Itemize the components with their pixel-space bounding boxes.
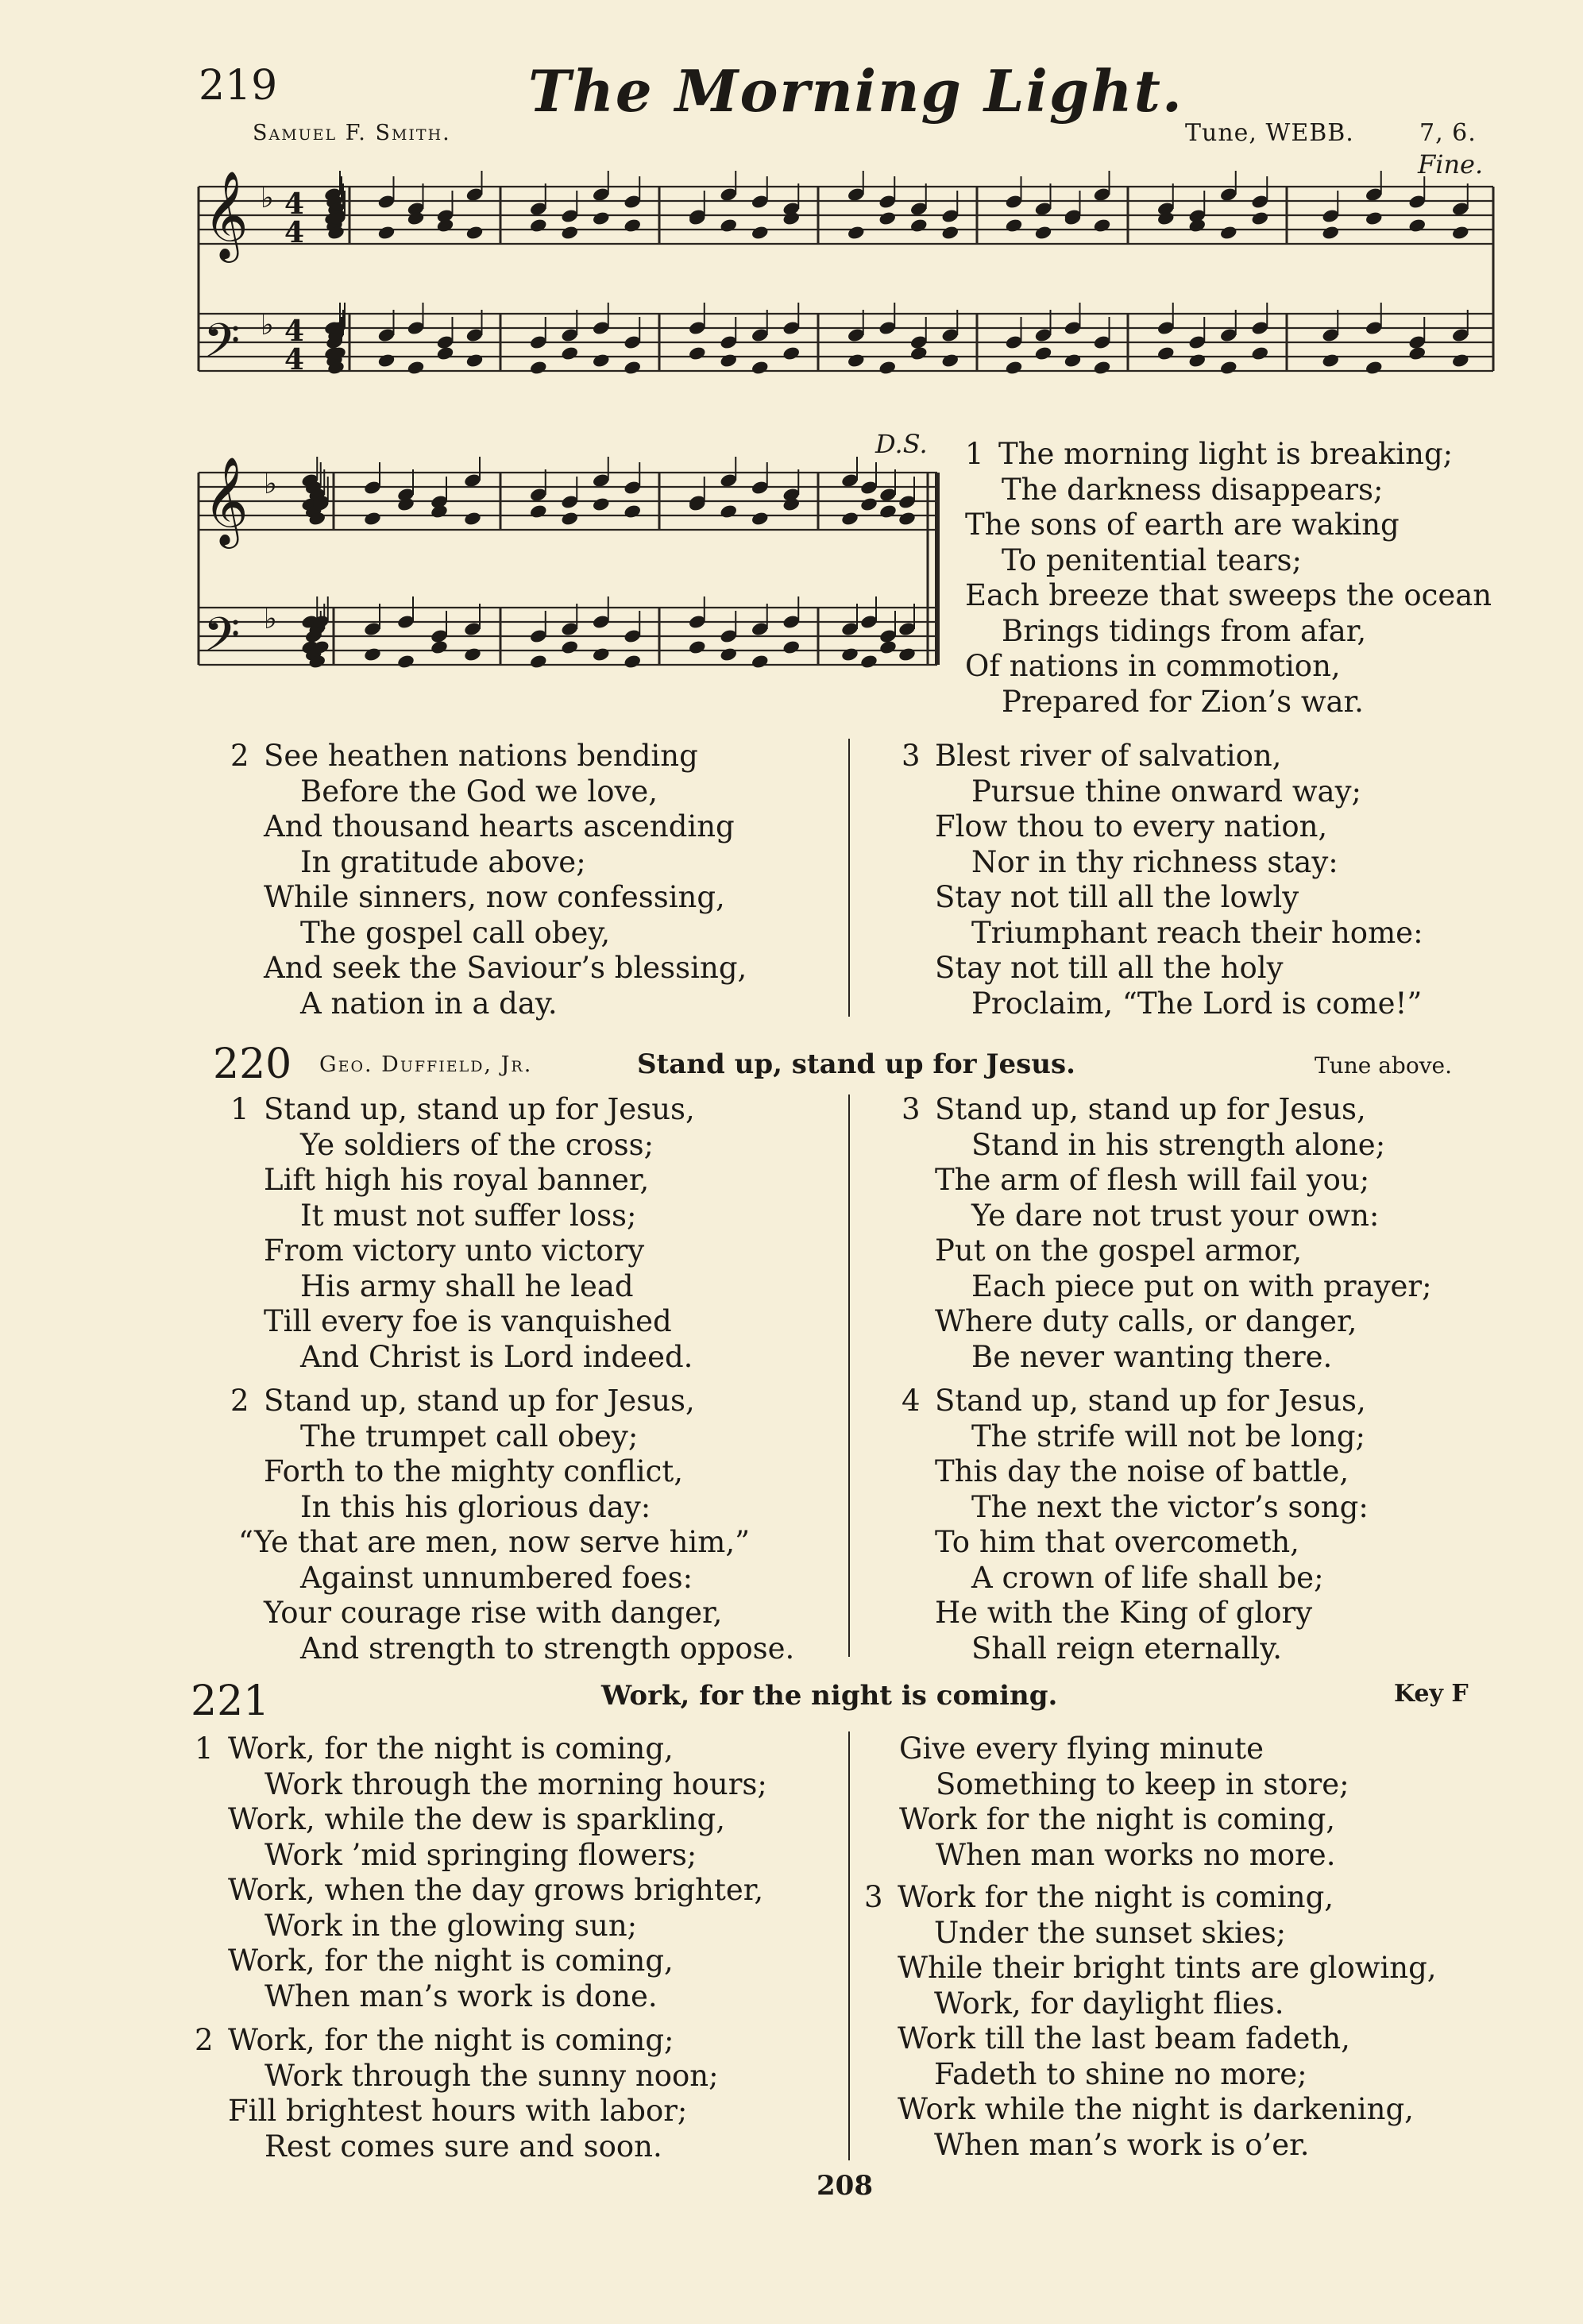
note-head	[463, 647, 482, 662]
note-head	[782, 346, 801, 361]
verse-line: Work, when the day grows brighter,	[228, 1873, 764, 1907]
note-head	[1187, 353, 1207, 369]
verse-line: And strength to strength oppose.	[300, 1631, 795, 1666]
verse-line: “Ye that are men, now serve him,”	[238, 1525, 751, 1559]
verse-line: Forth to the mighty conflict,	[264, 1454, 683, 1488]
hymn220-verse-4	[902, 1384, 1369, 1666]
verse-number: 2	[230, 1384, 249, 1418]
author-220: Geo. Duffield, Jr.	[319, 1052, 533, 1077]
verse-line: To penitential tears;	[1002, 542, 1303, 577]
note-head	[1005, 218, 1024, 234]
note-head	[751, 360, 770, 376]
verse-line: The next the victor’s song:	[971, 1489, 1369, 1524]
hymn221-verse-2	[195, 2023, 719, 2164]
verse-line: To him that overcometh,	[935, 1525, 1299, 1559]
verse-line: Brings tidings from afar,	[1002, 613, 1367, 648]
verse-line: Where duty calls, or danger,	[935, 1304, 1357, 1338]
note-head	[396, 654, 415, 670]
verse-line: Stand up, stand up for Jesus,	[935, 1092, 1366, 1126]
fine-mark: Fine.	[1418, 149, 1484, 180]
note-head	[377, 353, 396, 369]
note-head	[1365, 360, 1384, 376]
verse-line: While their bright tints are glowing,	[898, 1951, 1437, 1985]
hymn-title-220: Stand up, stand up for Jesus.	[637, 1048, 1075, 1080]
verse-line: Prepared for Zion’s war.	[1002, 684, 1364, 719]
verse-line: Work for the night is coming,	[899, 1802, 1336, 1836]
verse-number: 2	[195, 2023, 214, 2057]
tune-name: Tune, WEBB.	[1185, 119, 1354, 147]
verse-line: Something to keep in store;	[936, 1766, 1349, 1801]
note-head	[688, 346, 707, 361]
verse-line: The trumpet call obey;	[300, 1419, 639, 1453]
note-head	[840, 647, 859, 662]
note-head	[751, 654, 770, 670]
verse-line: Before the God we love,	[300, 774, 658, 809]
verse-line: The darkness disappears;	[1002, 472, 1384, 507]
verse-line: A crown of life shall be;	[971, 1560, 1324, 1595]
verse-line: Each breeze that sweeps the ocean	[965, 578, 1492, 612]
verse-line: The arm of flesh will fail you;	[935, 1163, 1370, 1197]
bar-lines	[199, 187, 1493, 371]
verse-line: Pursue thine onward way;	[971, 774, 1361, 809]
note-head	[363, 511, 382, 527]
note-head	[430, 639, 449, 655]
verse-line: When man’s work is o’er.	[934, 2127, 1310, 2162]
verse-line: Under the sunset skies;	[934, 1915, 1287, 1950]
verse-line: In this his glorious day:	[300, 1489, 651, 1524]
hymn220-verse-1	[230, 1092, 695, 1375]
note-head	[529, 218, 548, 234]
verse-line: Ye soldiers of the cross;	[300, 1127, 654, 1162]
note-head	[751, 511, 770, 527]
verse-line: When man works no more.	[936, 1837, 1336, 1872]
verse-line: Against unnumbered foes:	[300, 1560, 693, 1595]
hymn-number-221: 221	[191, 1677, 270, 1725]
hymn220-verse-2	[230, 1384, 794, 1666]
note-head	[407, 360, 426, 376]
verse-line: Ye dare not trust your own:	[971, 1198, 1380, 1233]
bass-clef-icon: 𝄢	[203, 313, 241, 380]
note-head	[940, 353, 959, 369]
verse-line: Give every flying minute	[899, 1731, 1264, 1766]
tune-note-220: Tune above.	[1315, 1052, 1452, 1079]
ds-mark: D.S.	[875, 429, 928, 459]
verse-line: The strife will not be long;	[971, 1419, 1365, 1453]
verse-number: 1	[230, 1092, 249, 1126]
verse-line: Work through the morning hours;	[264, 1766, 767, 1801]
note-head	[847, 225, 866, 241]
music-score-system-2	[191, 457, 945, 687]
note-head	[377, 225, 396, 241]
note-head	[1250, 210, 1269, 226]
hymn-title-219: The Morning Light.	[528, 57, 1183, 125]
note-head	[1321, 225, 1340, 241]
note-head	[688, 639, 707, 655]
verse-line: And Christ is Lord indeed.	[300, 1339, 693, 1374]
verse-line: Rest comes sure and soon.	[264, 2129, 662, 2164]
note-head	[592, 353, 611, 369]
note-head	[1156, 346, 1176, 361]
verse-line: Work through the sunny noon;	[264, 2058, 719, 2093]
note-head	[529, 504, 548, 519]
svg-text:♭: ♭	[261, 181, 274, 214]
hymn219-verse-2	[230, 739, 747, 1021]
note-head	[1365, 210, 1384, 226]
note-head	[1093, 218, 1112, 234]
verse-number: 1	[195, 1731, 214, 1766]
verse-line: Blest river of salvation,	[935, 739, 1282, 773]
column-divider	[848, 739, 850, 1017]
verse-line: Work while the night is darkening,	[898, 2092, 1414, 2126]
note-head	[623, 504, 642, 519]
note-head	[909, 346, 929, 361]
verse-line: Stand up, stand up for Jesus,	[264, 1384, 695, 1418]
treble-clef-icon: 𝄞	[203, 171, 249, 259]
verse-line: Till every foe is vanquished	[264, 1304, 672, 1338]
treble-clef-icon: 𝄞	[203, 457, 249, 545]
time-signature	[261, 181, 304, 376]
note-head	[1407, 218, 1427, 234]
note-head	[859, 654, 878, 670]
note-head	[1005, 360, 1024, 376]
svg-text:4: 4	[284, 343, 305, 376]
verse-line: Stay not till all the lowly	[935, 880, 1299, 914]
note-head	[560, 639, 579, 655]
note-head	[1034, 225, 1053, 241]
svg-text:♭: ♭	[264, 467, 277, 500]
verse-line: It must not suffer loss;	[300, 1198, 637, 1233]
note-head	[909, 218, 929, 234]
svg-text:4: 4	[284, 216, 305, 249]
verse-line: Fadeth to shine no more;	[934, 2056, 1307, 2091]
verse-line: While sinners, now confessing,	[264, 880, 725, 914]
verse-line: The morning light is breaking;	[998, 437, 1454, 471]
note-head	[878, 360, 897, 376]
note-head	[719, 218, 738, 234]
note-head	[1407, 346, 1427, 361]
note-head	[1034, 346, 1053, 361]
verse-line: Triumphant reach their home:	[971, 915, 1423, 950]
page-number: 208	[817, 2170, 873, 2202]
verse-line: Fill brightest hours with labor;	[228, 2094, 688, 2128]
verse-line: Work ’mid springing flowers;	[264, 1837, 697, 1872]
key-note-221: Key F	[1394, 1680, 1469, 1708]
note-head	[1219, 225, 1238, 241]
verse-line: Your courage rise with danger,	[264, 1596, 723, 1630]
note-head	[1064, 353, 1083, 369]
verse-line: From victory unto victory	[264, 1233, 645, 1268]
note-head	[463, 511, 482, 527]
note-head	[878, 210, 897, 226]
note-head	[465, 225, 485, 241]
note-heads	[300, 457, 916, 670]
note-head	[623, 360, 642, 376]
verse-line: And thousand hearts ascending	[264, 809, 735, 844]
svg-text:4: 4	[284, 187, 305, 221]
verse-line: Work, for the night is coming,	[228, 1944, 674, 1978]
column-divider	[848, 1731, 850, 2160]
note-head	[1451, 353, 1470, 369]
note-head	[592, 647, 611, 662]
note-head	[1219, 360, 1238, 376]
verse-line: Lift high his royal banner,	[264, 1163, 650, 1197]
verse-line: Of nations in commotion,	[965, 649, 1341, 683]
verse-line: Work in the glowing sun;	[264, 1908, 638, 1943]
bass-clef-icon: 𝄢	[203, 607, 241, 674]
note-head	[898, 511, 917, 527]
key-signature	[264, 467, 277, 635]
note-head	[560, 511, 579, 527]
verse-line: He with the King of glory	[935, 1596, 1313, 1630]
verse-line: Stay not till all the holy	[935, 951, 1284, 985]
hymn-number-219: 219	[199, 62, 278, 110]
note-head	[465, 353, 485, 369]
hymn221-verse-3	[864, 1880, 1437, 2163]
note-head	[560, 346, 579, 361]
note-head	[847, 353, 866, 369]
verse-line: Work for the night is coming,	[898, 1880, 1334, 1914]
note-head	[560, 225, 579, 241]
verse-line: And seek the Saviour’s blessing,	[264, 951, 747, 985]
verse-line: Proclaim, “The Lord is come!”	[971, 986, 1423, 1021]
verse-number: 2	[230, 739, 249, 773]
svg-text:4: 4	[284, 315, 305, 348]
note-head	[719, 504, 738, 519]
verse-number: 4	[902, 1384, 921, 1418]
note-head	[1321, 353, 1340, 369]
note-head	[878, 639, 898, 655]
verse-line: Shall reign eternally.	[971, 1631, 1283, 1666]
note-head	[840, 511, 859, 527]
verse-number: 3	[864, 1880, 883, 1914]
svg-text:♭: ♭	[264, 602, 277, 635]
verse-line: See heathen nations bending	[264, 739, 698, 773]
verse-line: Be never wanting there.	[971, 1339, 1333, 1374]
verse-number: 1	[965, 437, 984, 471]
verse-line: Nor in thy richness stay:	[971, 844, 1338, 879]
verse-line: The gospel call obey,	[300, 915, 611, 950]
verse-line: Put on the gospel armor,	[935, 1233, 1303, 1268]
verse-line: In gratitude above;	[300, 844, 586, 879]
verse-line: This day the noise of battle,	[935, 1454, 1349, 1488]
verse-line: His army shall he lead	[300, 1268, 634, 1303]
note-head	[529, 360, 548, 376]
verse-line: A nation in a day.	[300, 986, 558, 1021]
verse-line: Work, while the dew is sparkling,	[228, 1802, 725, 1836]
verse-number: 3	[902, 1092, 921, 1126]
hymn-number-220: 220	[213, 1040, 292, 1088]
verse-line: Work, for the night is coming,	[228, 1731, 674, 1766]
verse-line: When man’s work is done.	[264, 1978, 658, 2013]
note-head	[623, 218, 642, 234]
hymn221-verse-2-continued	[899, 1731, 1349, 1873]
verse-line: Stand up, stand up for Jesus,	[935, 1384, 1366, 1418]
tune-meter: 7, 6.	[1419, 119, 1477, 147]
verse-line: Each piece put on with prayer;	[971, 1268, 1432, 1303]
note-head	[529, 654, 548, 670]
verse-line: Stand up, stand up for Jesus,	[264, 1092, 695, 1126]
note-head	[363, 647, 382, 662]
music-score-system-1	[191, 171, 1501, 409]
note-head	[1093, 360, 1112, 376]
verse-line: The sons of earth are waking	[965, 508, 1400, 542]
hymn219-verse-3	[902, 739, 1423, 1021]
note-head	[1250, 346, 1269, 361]
note-head	[592, 210, 611, 226]
note-head	[782, 639, 801, 655]
svg-text:♭: ♭	[261, 308, 274, 342]
note-head	[436, 346, 455, 361]
hymn220-verse-3	[902, 1092, 1432, 1375]
hymn219-verse-1	[965, 437, 1492, 720]
author-219: Samuel F. Smith.	[253, 121, 451, 145]
column-divider	[848, 1094, 850, 1657]
note-head	[940, 225, 959, 241]
note-head	[859, 496, 878, 512]
note-head	[878, 504, 898, 519]
verse-line: Work till the last beam fadeth,	[898, 2021, 1350, 2056]
verse-line: Flow thou to every nation,	[935, 809, 1328, 844]
note-head	[898, 647, 917, 662]
note-head	[719, 353, 738, 369]
note-head	[719, 647, 738, 662]
verse-number: 3	[902, 739, 921, 773]
note-head	[592, 496, 611, 512]
note-head	[623, 654, 642, 670]
note-head	[751, 225, 770, 241]
hymn-title-221: Work, for the night is coming.	[601, 1680, 1058, 1712]
verse-line: Work, for the night is coming;	[228, 2023, 674, 2057]
hymn221-verse-1	[195, 1731, 767, 2014]
verse-line: Stand in his strength alone;	[971, 1127, 1386, 1162]
note-head	[1451, 225, 1470, 241]
verse-line: Work, for daylight flies.	[934, 1986, 1284, 2021]
staff-lines	[199, 187, 1493, 371]
